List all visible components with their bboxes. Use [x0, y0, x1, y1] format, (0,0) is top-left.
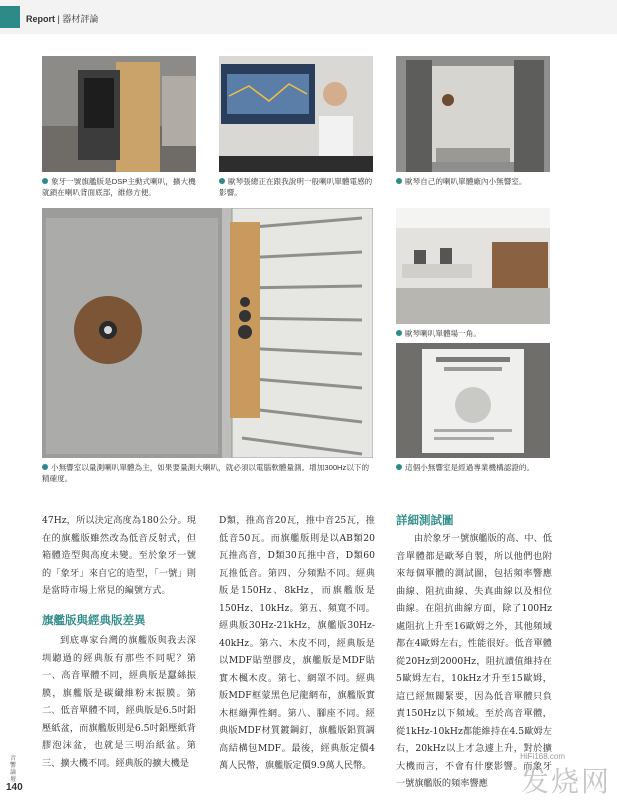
photo-speaker-back [42, 56, 196, 172]
caption-bullet [396, 330, 402, 336]
watermark-url: HiFi168.com [520, 752, 565, 761]
caption-text: 歐琴喇叭單體場一角。 [405, 329, 481, 338]
caption-certificate [396, 462, 556, 473]
caption-anechoic-door [396, 176, 556, 187]
caption-text: 象牙一號旗艦版是DSP主動式喇叭，擴大機就鎖在喇叭背面底部，維修方便。 [42, 177, 196, 197]
section-label: Report | 器材評論 [26, 14, 99, 24]
caption-bullet [42, 178, 48, 184]
photo-certificate [396, 343, 550, 458]
caption-text: 小無響室以量測喇叭單體為主，如果要量測大喇叭，就必須以電腦軟體量測。增加300Hz以下的精確度。 [42, 463, 370, 483]
heading-version-differences: 旗艦版與經典版差異 [42, 615, 146, 627]
caption-bullet [396, 464, 402, 470]
section-category: 器材評論 [62, 14, 99, 24]
photo-anechoic-door [396, 56, 550, 172]
text-column-1 [42, 512, 196, 600]
heading-test-charts: 詳細測試圖 [396, 515, 454, 527]
photo-presentation [219, 56, 373, 172]
paragraph: D類，推高音20瓦，推中音25瓦，推低音50瓦。而旗艦版則是以AB類20瓦推高音，D類30瓦推中音，D類60瓦推低音。第四、分頻點不同。經典版是150Hz、8kHz，而旗艦版是150Hz、10kHz。第五、頻寬不同。經典版30Hz-21kHz，旗艦版30Hz-40kHz。第六、木皮不同，經典版是以MDF貼塑膠皮，旗艦版是MDF貼實木楓木皮。第七、網罩不同。經典版MDF框蒙黑色尼龍網布，旗艦版實木框繃彈性網。第八、腳座不同。經典版MDF材質鍍鋼釘，旗艦版鋁質調高結構包MDF。最後，經典版定價4萬人民幣，旗艦版定價9.9萬人民幣。 [219, 515, 375, 771]
caption-factory [396, 328, 556, 339]
caption-bullet [219, 178, 225, 184]
paragraph: 47Hz，所以決定高度為180公分。現在的旗艦版雖然改為低音反射式，但箱體造型與高度未變。至於象牙一號的「象牙」來自它的造型，「一號」則是當時市場上常見的編號方式。 [42, 515, 196, 596]
caption-text: 這個小無響室是經過專業機構認證的。 [405, 463, 535, 472]
page-number: 140 [6, 782, 23, 793]
text-column-2 [219, 512, 375, 775]
caption-bullet [396, 178, 402, 184]
caption-text: 歐琴自己的喇叭單體廠內小無響室。 [405, 177, 527, 186]
section-name: Report [26, 14, 55, 24]
magazine-name: 音響論壇 [10, 756, 17, 783]
watermark-logo: 发烧网 [520, 766, 611, 797]
caption-anechoic-chamber [42, 462, 376, 484]
caption-text: 歐琴張總正在跟我說明一般喇叭單體電感的影響。 [219, 177, 373, 197]
photo-anechoic-chamber [42, 208, 373, 458]
text-column-1b [42, 632, 196, 772]
caption-speaker-back [42, 176, 200, 198]
caption-presentation [219, 176, 379, 198]
section-color-tab [0, 6, 20, 28]
photo-factory [396, 208, 550, 324]
caption-bullet [42, 464, 48, 470]
paragraph: 到底專家台灣的旗艦版與我去深圳聽過的經典版有那些不同呢？第一、高音單體不同，經典版是蠶絲振膜，旗艦版是碳纖維粉末振膜。第二、低音單體不同，經典版是6.5吋鋁壓紙盆，而旗艦版則是6.5吋鋁壓紙背膠泡沫盆，也就是三明治紙盆。第三、擴大機不同。經典版的擴大機是 [42, 635, 196, 769]
paragraph: 由於象牙一號旗艦版的高、中、低音單體都是歐琴自製，所以他們也附來每個單體的測試圖，包括頻率響應曲線、阻抗曲線、失真曲線以及相位曲線。在阻抗曲線方面，除了100Hz處阻抗上升至16歐姆之外，其他頻域都在4歐姆左右，性能很好。低音單體從20Hz到2000Hz，阻抗讀值維持在5歐姆左右，10kHz才升至15歐姆，這已經無關緊要，因為低音單體只負責150Hz以下頻域。至於高音單體，從1kHz-10kHz都能維持在4.5歐姆左右，20kHz以上才急遽上升，對於擴大機而言，不會有什麼影響。而象牙一號旗艦版的頻率響應 [396, 533, 552, 789]
